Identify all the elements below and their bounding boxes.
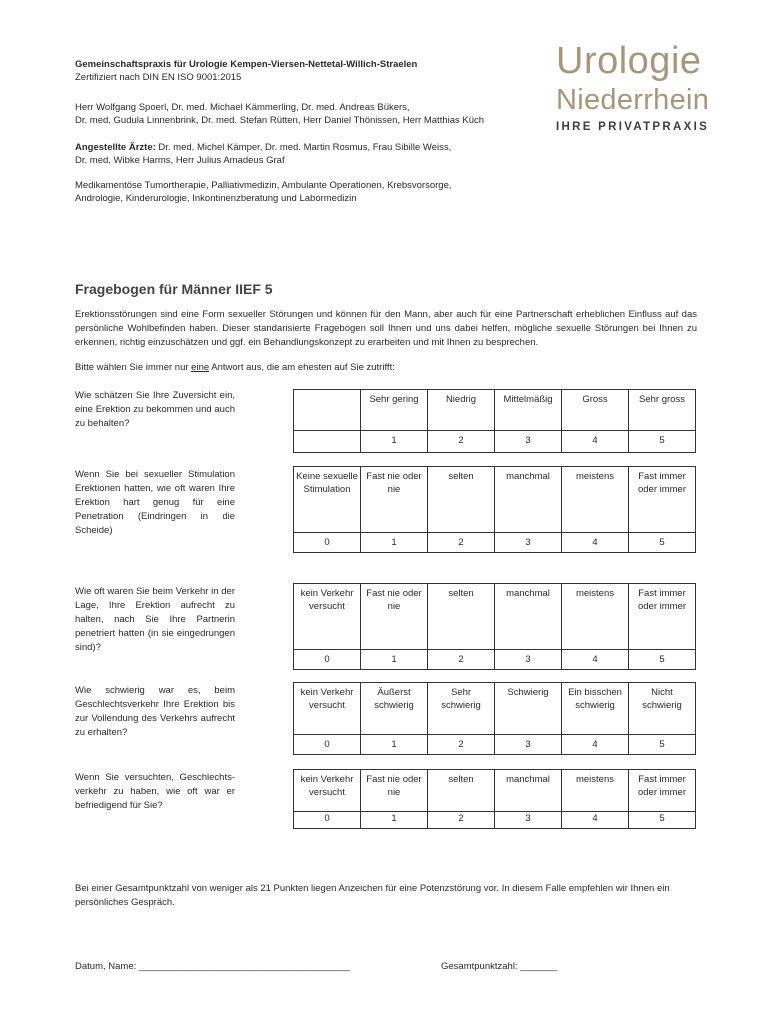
q2-option-4[interactable]: meistens: [562, 467, 629, 533]
question-3-answer-grid: [293, 583, 696, 670]
q4-option-5[interactable]: Nicht schwierig: [629, 683, 696, 735]
q4-option-4[interactable]: Ein bisschen schwierig: [562, 683, 629, 735]
q4-score-0[interactable]: 0: [294, 735, 361, 755]
q3-score-5[interactable]: 5: [629, 650, 696, 670]
question-2-answer-grid: [293, 466, 696, 553]
instruction: [75, 361, 697, 375]
page-title: Fragebogen für Männer IIEF 5: [75, 281, 273, 297]
q1-score-1[interactable]: 1: [361, 431, 428, 453]
employed-line-2: Dr. med. Wibke Harms, Herr Julius Amadeus Graf: [75, 155, 285, 166]
q3-option-5[interactable]: Fast immer oder immer: [629, 584, 696, 650]
q5-option-0[interactable]: kein Verkehr versucht: [294, 770, 361, 812]
partners-line-2: Dr. med. Gudula Linnenbrink, Dr. med. Stefan Rütten, Herr Daniel Thönissen, Herr Matthias Küch: [75, 115, 485, 126]
q1-option-0[interactable]: [294, 390, 361, 431]
q3-score-0[interactable]: 0: [294, 650, 361, 670]
q1-score-5[interactable]: 5: [629, 431, 696, 453]
q1-score-4[interactable]: 4: [562, 431, 629, 453]
q1-score-3[interactable]: 3: [495, 431, 562, 453]
q2-score-0[interactable]: 0: [294, 533, 361, 553]
certification: Zertifiziert nach DIN EN ISO 9001:2015: [75, 72, 242, 83]
q1-score-2[interactable]: 2: [428, 431, 495, 453]
question-3-text: Wie oft waren Sie beim Verkehr in der Lage, Ihre Erektion aufrecht zu halten, nach Sie Ihre Partnerin penetriert hatten (in sie eingedrungen sind)?: [75, 586, 235, 653]
q2-option-5[interactable]: Fast immer oder immer: [629, 467, 696, 533]
practice-name: Gemeinschaftspraxis für Urologie Kempen-Viersen-Nettetal-Willich-Straelen: [75, 59, 418, 70]
q4-score-1[interactable]: 1: [361, 735, 428, 755]
question-1-text: Wie schätzen Sie Ihre Zuversicht ein, eine Erektion zu bekommen und auch zu behalten?: [75, 390, 235, 429]
q4-option-0[interactable]: kein Verkehr versucht: [294, 683, 361, 735]
q4-option-3[interactable]: Schwierig: [495, 683, 562, 735]
q2-score-4[interactable]: 4: [562, 533, 629, 553]
employed-line-1: [75, 141, 451, 154]
instruction-emphasis: eine: [191, 362, 210, 373]
services-line-1: Medikamentöse Tumortherapie, Palliativmedizin, Ambulante Operationen, Krebsvorsorge,: [75, 180, 452, 191]
q5-score-3[interactable]: 3: [495, 812, 562, 829]
employed-label: Angestellte Ärzte:: [75, 142, 156, 153]
question-5-answer-grid: [293, 769, 696, 829]
instruction-pre: Bitte wählen Sie immer nur: [75, 362, 192, 373]
q5-score-1[interactable]: 1: [361, 812, 428, 829]
q2-score-1[interactable]: 1: [361, 533, 428, 553]
question-1-answer-grid: [293, 389, 696, 453]
question-4-answer-grid: [293, 682, 696, 755]
partners-line-1: Herr Wolfgang Spoerl, Dr. med. Michael Kämmerling, Dr. med. Andreas Bükers,: [75, 102, 410, 113]
q3-score-1[interactable]: 1: [361, 650, 428, 670]
q3-score-2[interactable]: 2: [428, 650, 495, 670]
q4-option-1[interactable]: Äußerst schwierig: [361, 683, 428, 735]
q1-score-0[interactable]: [294, 431, 361, 453]
q2-option-2[interactable]: selten: [428, 467, 495, 533]
q2-score-3[interactable]: 3: [495, 533, 562, 553]
q1-option-1[interactable]: Sehr gering: [361, 390, 428, 431]
q3-option-4[interactable]: meistens: [562, 584, 629, 650]
question-4-text: Wie schwierig war es, beim Geschlechtsverkehr Ihre Erektion bis zur Vollendung des Verkehrs aufrecht zu erhalten?: [75, 685, 235, 738]
q4-score-2[interactable]: 2: [428, 735, 495, 755]
q2-score-2[interactable]: 2: [428, 533, 495, 553]
services-line-2: Andrologie, Kinderurologie, Inkontinenzberatung und Labormedizin: [75, 193, 357, 204]
intro-paragraph: Erektionsstörungen sind eine Form sexueller Störungen und können für den Mann, aber auch für eine Partnerschaft erheblichen Einfluss auf das persönliche Wohlbefinden haben. Dieser standarisierte Fragebogen soll Ihnen und uns dabei helfen, mögliche sexuelle Störungen bei Ihnen zu erkennen, richtig einzuschätzen und ggf. ein Behandlungskonzept zu erarbeiten und mit Ihnen zu besprechen.: [75, 309, 697, 348]
q2-option-1[interactable]: Fast nie oder nie: [361, 467, 428, 533]
date-name-field[interactable]: Datum, Name: ________________________________________: [75, 961, 351, 972]
question-5-text: Wenn Sie versuchten, Geschlechts-verkehr zu haben, wie oft war er befriedigend für Sie?: [75, 772, 235, 811]
q5-score-5[interactable]: 5: [629, 812, 696, 829]
q4-score-4[interactable]: 4: [562, 735, 629, 755]
q4-score-5[interactable]: 5: [629, 735, 696, 755]
employed-names: Dr. med. Michel Kämper, Dr. med. Martin Rosmus, Frau Sibille Weiss,: [155, 142, 452, 153]
q1-option-4[interactable]: Gross: [562, 390, 629, 431]
q1-option-2[interactable]: Niedrig: [428, 390, 495, 431]
footer-note: Bei einer Gesamtpunktzahl von weniger als 21 Punkten liegen Anzeichen für eine Potenzstörung vor. In diesem Falle empfehlen wir Ihnen ein persönliches Gespräch.: [75, 883, 670, 908]
q2-option-3[interactable]: manchmal: [495, 467, 562, 533]
q5-score-0[interactable]: 0: [294, 812, 361, 829]
q5-option-3[interactable]: manchmal: [495, 770, 562, 812]
logo-tagline: IHRE PRIVATPRAXIS: [556, 121, 710, 133]
q5-score-2[interactable]: 2: [428, 812, 495, 829]
q3-score-3[interactable]: 3: [495, 650, 562, 670]
q3-score-4[interactable]: 4: [562, 650, 629, 670]
q4-option-2[interactable]: Sehr schwierig: [428, 683, 495, 735]
q2-option-0[interactable]: Keine sexuelle Stimulation: [294, 467, 361, 533]
q3-option-1[interactable]: Fast nie oder nie: [361, 584, 428, 650]
q3-option-3[interactable]: manchmal: [495, 584, 562, 650]
q2-score-5[interactable]: 5: [629, 533, 696, 553]
instruction-post: Antwort aus, die am ehesten auf Sie zutrifft:: [209, 362, 395, 373]
logo-niederrhein: Niederrhein: [556, 84, 710, 116]
q4-score-3[interactable]: 3: [495, 735, 562, 755]
q3-option-0[interactable]: kein Verkehr versucht: [294, 584, 361, 650]
q3-option-2[interactable]: selten: [428, 584, 495, 650]
total-score-field[interactable]: Gesamtpunktzahl: _______: [441, 961, 558, 972]
q5-option-1[interactable]: Fast nie oder nie: [361, 770, 428, 812]
q1-option-3[interactable]: Mittelmäßig: [495, 390, 562, 431]
q5-option-5[interactable]: Fast immer oder immer: [629, 770, 696, 812]
q5-option-2[interactable]: selten: [428, 770, 495, 812]
q1-option-5[interactable]: Sehr gross: [629, 390, 696, 431]
question-2-text: Wenn Sie bei sexueller Stimulation Erektionen hatten, wie oft waren Ihre Erektion hart genug für eine Penetration (Eindringen in die Scheide): [75, 469, 235, 536]
logo-urologie: Urologie: [556, 40, 702, 82]
q5-score-4[interactable]: 4: [562, 812, 629, 829]
q5-option-4[interactable]: meistens: [562, 770, 629, 812]
